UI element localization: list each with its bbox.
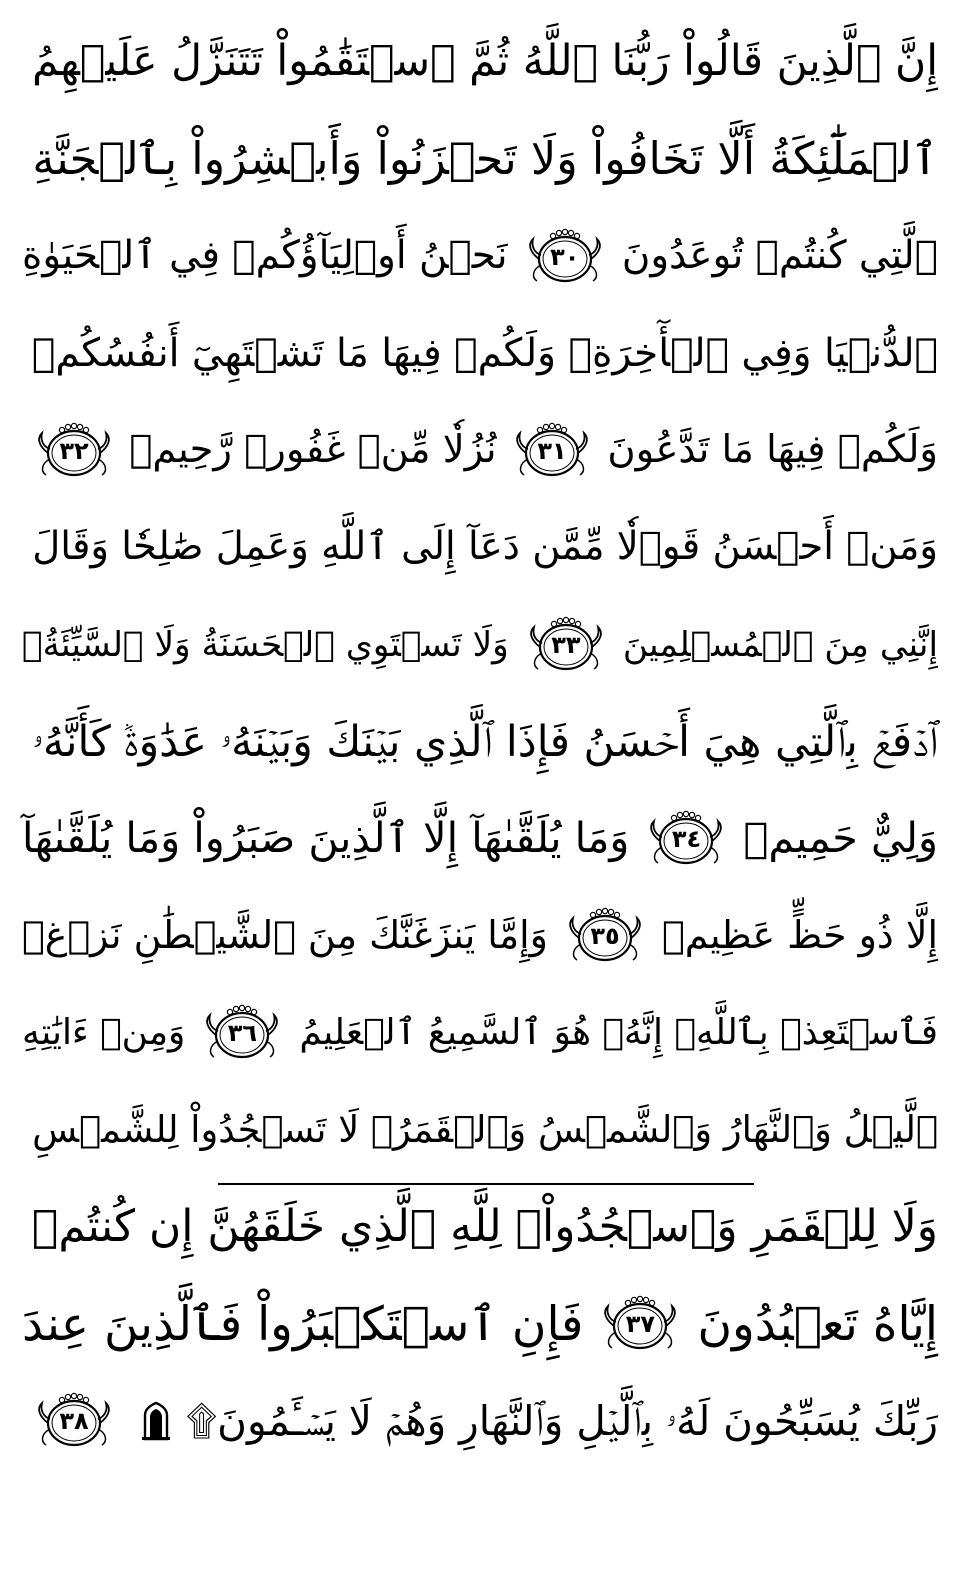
ayah-number-marker (524, 615, 608, 675)
text-line (22, 887, 938, 984)
verse-text: ٱلدُّنۡيَا وَفِي ٱلۡأٓخِرَةِۖ وَلَكُمۡ فِيهَا مَا تَشۡتَهِيٓ أَنفُسُكُمۡ (31, 331, 938, 377)
text-line (22, 1276, 938, 1373)
ayah-number-marker (32, 1391, 116, 1451)
text-line (22, 790, 938, 887)
verse-text: ٱلَّتِي كُنتُمۡ تُوعَدُونَ (621, 233, 938, 279)
ayah-number-marker (200, 1003, 284, 1063)
text-line (22, 596, 938, 693)
ayah-number: ٣٧ (625, 1310, 656, 1339)
ayah-number: ٣٣ (551, 630, 581, 659)
verse-text: إِنَّنِي مِنَ ٱلۡمُسۡلِمِينَ (622, 624, 938, 665)
ayah-number-marker (523, 227, 607, 287)
text-line (22, 693, 938, 790)
verse-text: ٱلۡمَلَٰٓئِكَةُ أَلَّا تَخَافُواْ وَلَا تَحۡزَنُواْ وَأَبۡشِرُواْ بِٱلۡجَنَّةِ (32, 133, 938, 186)
verse-text: وَإِمَّا يَنزَغَنَّكَ مِنَ ٱلشَّيۡطَٰنِ نَزۡغٞ (22, 912, 548, 957)
verse-text: رَبِّكَ يُسَبِّحُونَ لَهُۥ بِٱلَّيۡلِ وَٱلنَّهَارِ وَهُمۡ لَا يَسۡـَٔمُونَ۩ (186, 1396, 938, 1445)
ayah-number: ٣٢ (59, 436, 89, 465)
verse-text: ٱلَّيۡلُ وَٱلنَّهَارُ وَٱلشَّمۡسُ وَٱلۡقَمَرُۚ لَا تَسۡجُدُواْ لِلشَّمۡسِ (32, 1107, 938, 1151)
text-line (22, 111, 938, 208)
ayah-number: ٣٨ (59, 1407, 89, 1436)
ayah-number: ٣٠ (550, 242, 580, 271)
verse-text: إِيَّاهُ تَعۡبُدُونَ (697, 1296, 938, 1352)
verse-text: نَحۡنُ أَوۡلِيَآؤُكُمۡ فِي ٱلۡحَيَوٰةِ (22, 233, 508, 279)
text-line (22, 984, 938, 1081)
ayah-number-marker (644, 809, 728, 869)
ayah-number-marker (598, 1294, 682, 1354)
ayah-number-marker (510, 421, 594, 481)
verse-text: وَمِنۡ ءَايَٰتِهِ (22, 1012, 186, 1054)
text-line (22, 305, 938, 402)
verse-text: نُزُلٗا مِّنۡ غَفُورٖ رَّحِيمٖ (129, 427, 497, 473)
text-line (22, 14, 938, 111)
text-line (22, 1373, 938, 1470)
sajda-overline (218, 1183, 754, 1185)
verse-text: فَٱسۡتَعِذۡ بِٱللَّهِۖ إِنَّهُۥ هُوَ ٱلسَّمِيعُ ٱلۡعَلِيمُ (299, 1012, 938, 1054)
ayah-number: ٣١ (537, 436, 567, 465)
verse-text: وَلَا تَسۡتَوِي ٱلۡحَسَنَةُ وَلَا ٱلسَّيِّئَةُۚ (22, 624, 509, 665)
ayah-number: ٣٤ (671, 824, 702, 853)
verse-text: ٱدۡفَعۡ بِٱلَّتِي هِيَ أَحۡسَنُ فَإِذَا ٱلَّذِي بَيۡنَكَ وَبَيۡنَهُۥ عَدَٰوَةٞ كَأَنَّهُۥ (32, 716, 938, 767)
verse-text: فَإِنِ ٱسۡتَكۡبَرُواْ فَٱلَّذِينَ عِندَ (22, 1296, 584, 1352)
ayah-number-marker (563, 906, 647, 966)
verse-text: وَمَنۡ أَحۡسَنُ قَوۡلٗا مِّمَّن دَعَآ إِلَى ٱللَّهِ وَعَمِلَ صَٰلِحٗا وَقَالَ (32, 524, 938, 570)
quran-page (22, 14, 938, 1567)
text-line (22, 1082, 938, 1179)
text-line (22, 402, 938, 499)
text-line (22, 499, 938, 596)
verse-text: إِلَّا ذُو حَظٍّ عَظِيمٖ (661, 912, 938, 957)
ayah-number: ٣٦ (227, 1018, 258, 1047)
sajda-mark-icon (141, 1401, 171, 1441)
ayah-number-marker (32, 421, 116, 481)
text-line (22, 1179, 938, 1276)
text-line (22, 208, 938, 305)
verse-text: وَلَكُمۡ فِيهَا مَا تَدَّعُونَ (607, 427, 938, 473)
verse-text: وَلَا لِلۡقَمَرِ وَٱسۡجُدُواْۤ لِلَّهِ ٱلَّذِي خَلَقَهُنَّ إِن كُنتُمۡ (31, 1201, 938, 1253)
verse-text: وَلِيٌّ حَمِيمٞ (743, 814, 938, 863)
ayah-number: ٣٥ (590, 921, 620, 950)
verse-text: وَمَا يُلَقَّىٰهَآ إِلَّا ٱلَّذِينَ صَبَرُواْ وَمَا يُلَقَّىٰهَآ (22, 814, 630, 863)
verse-text: إِنَّ ٱلَّذِينَ قَالُواْ رَبُّنَا ٱللَّهُ ثُمَّ ٱسۡتَقَٰمُواْ تَتَنَزَّلُ عَلَيۡهِمُ (32, 37, 938, 87)
